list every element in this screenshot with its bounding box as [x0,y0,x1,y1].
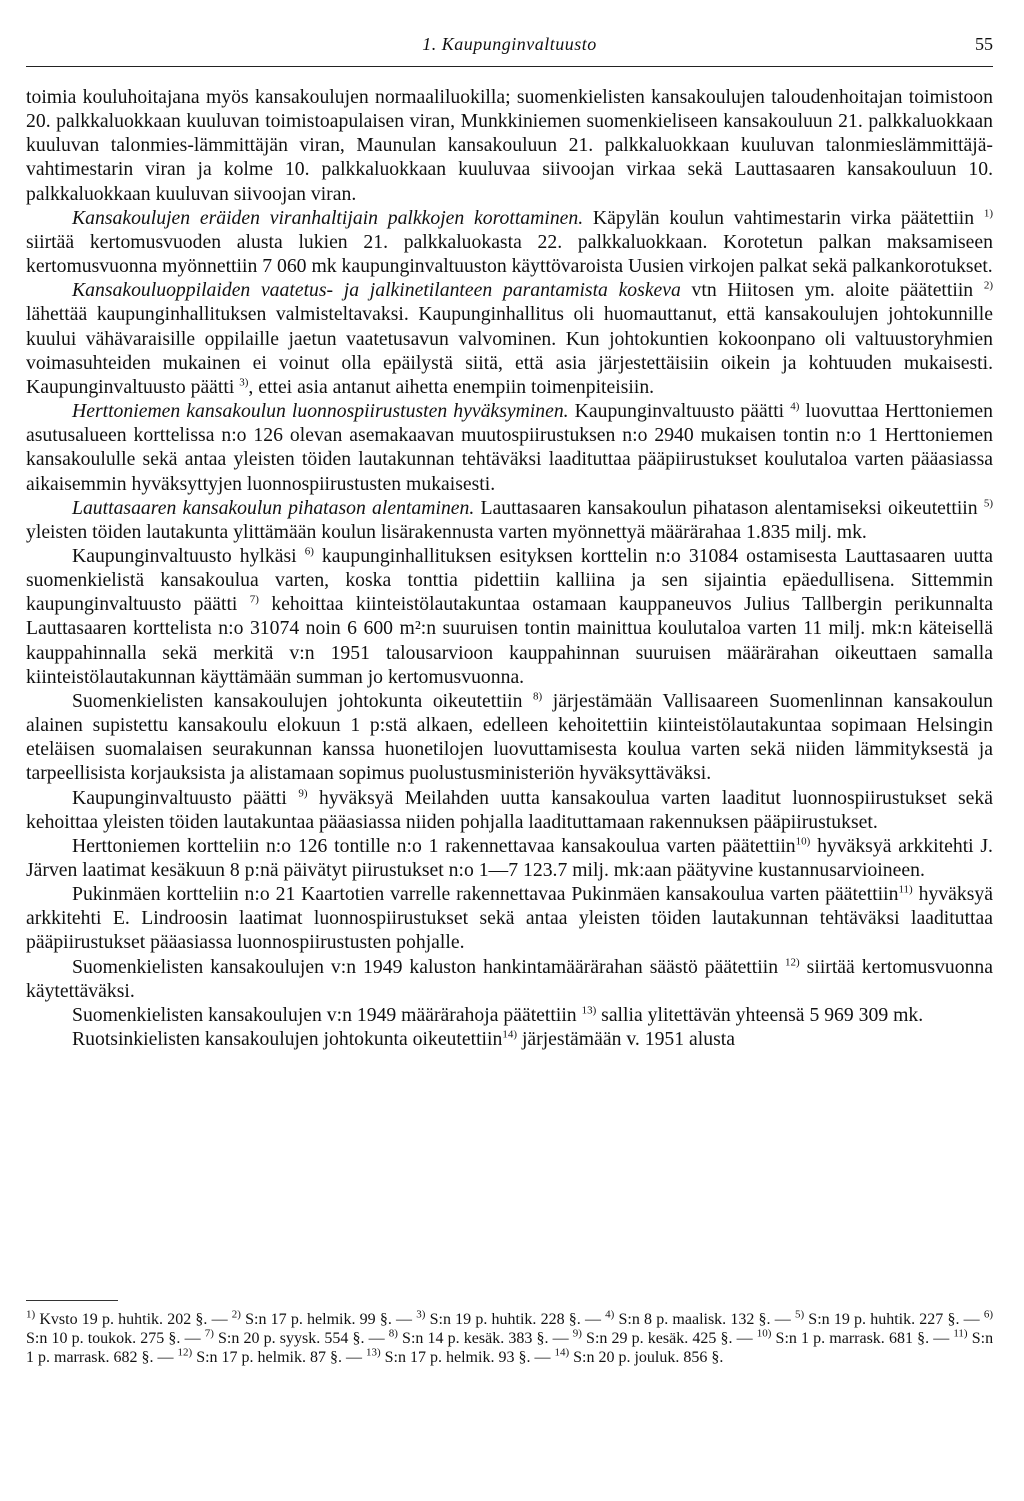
footnote [178,1349,342,1366]
footnote-ref: 4) [790,400,800,413]
text-run: Suomenkielisten kansakoulujen johtokunta oikeutettiin [72,689,534,712]
paragraph [26,544,993,689]
paragraph [26,955,993,1003]
footnote-mark: 6) [983,1308,994,1321]
footnote-mark: 10) [756,1327,772,1340]
footnote [231,1308,392,1328]
text-run: Käpylän koulun vahtimestarin virka päätettiin [583,206,984,229]
paragraph [26,834,993,882]
footnote [416,1308,581,1328]
footnote-text: S:n 1 p. marrask. 681 §. [775,1330,930,1348]
footnote-mark: 1) [26,1308,36,1321]
footnote-mark: 5) [794,1308,805,1321]
section-heading: Kansakouluoppilaiden vaatetus- ja jalkinetilanteen parantamista koskeva [72,279,681,302]
footnote-mark: 12) [177,1347,193,1360]
footnote-text: S:n 20 p. syysk. 554 §. [218,1330,365,1348]
footnote-text: S:n 17 p. helmik. 93 §. [384,1349,531,1367]
footnote-text: S:n 19 p. huhtik. 227 §. [808,1311,960,1328]
text-run: siirtää kertomusvuonna käytettäväksi. [26,955,993,1002]
footnote-ref: 11) [898,883,913,896]
footnote-ref: 2) [983,279,993,292]
footnote-ref: 9) [298,786,308,799]
text-run: vtn Hiitosen ym. aloite päätettiin [680,279,984,302]
text-run: lähettää kaupunginhallituksen valmisteltavaksi. Kaupunginhallitus oli huomauttanut, että kansakoulujen johtokunnille kuului vähävaraisille oppilaille jaetun vaatetusavun valvominen. Kun johtokuntien kokoonpano oli valtuustoryhmien voimasuhteiden mukainen ei voinut olla epäilystä siitä, että asia järjestettäisiin oikein ja kohtuuden mukaisesti. Kaupunginvaltuusto päätti [26,303,993,398]
text-run: , ettei asia antanut aihetta enempiin toimenpiteisiin. [248,375,655,398]
footnote-ref: 12) [785,956,800,969]
footnote-ref: 5) [983,497,993,510]
footnote-text: S:n 1 p. marrask. 682 §. [26,1330,994,1367]
section-heading: Lauttasaaren kansakoulun pihatason alentaminen. [72,496,475,519]
footnote-mark: 13) [365,1347,381,1360]
footnote-mark: 11) [953,1327,968,1340]
running-header [26,30,993,64]
text-run: Kaupunginvaltuusto päätti [72,786,299,809]
running-title: 1. Kaupunginvaltuusto [422,34,597,54]
text-run: Herttoniemen kortteliin n:o 126 tontille n:o 1 rakennettavaa kansakoulua varten päätettiin [72,834,796,857]
footnote-ref: 13) [581,1004,597,1017]
text-run: kaupunginhallituksen esityksen korttelin n:o 31084 ostamisesta Lauttasaaren uutta suomenkielistä kansakoulua varten, koska tonttia pidettiin kalliina ja sen sijaintia epäedullisena. Sittemmin kaupunginvaltuusto päätti [26,544,993,616]
footnote-text: S:n 10 p. toukok. 275 §. [26,1330,181,1348]
text-run: Kaupunginvaltuusto päätti [568,400,791,423]
text-run: Pukinmäen kortteliin n:o 21 Kaartotien varrelle rakennettavaa Pukinmäen kansakoulua varten päätettiin [72,883,899,906]
text-run: Suomenkielisten kansakoulujen v:n 1949 kaluston hankintamäärärahan säästö päätettiin [72,955,786,978]
text-run: Lauttasaaren kansakoulun pihatason alentamiseksi oikeutettiin [474,496,984,519]
footnote-text: S:n 29 p. kesäk. 425 §. [586,1330,733,1348]
footnote [605,1308,771,1328]
footnotes: $^{1)}$ Kvsto 19 p. huhtik. 202 §. — $^{2)}$ S:n 17 p. helmik. 99 §. — $^{3)}$ S:n 19 p. huhtik. 228 §. — $^{4)}$ S:n 8 p. maalisk. 132 §. — $^{5)}$ S:n 19 p. huhtik. 227 §. — $^{6)}$ S:n 10 p. toukok. 275 §. — $^{7)}$ S:n 20 p. syysk. 554 §. — $^{8)}$ S:n 14 p. kesäk. 383 §. — $^{9)}$ S:n 29 p. kesäk. 425 §. — $^{10)}$ S:n 1 p. marrask. 681 §. — $^{11)}$ S:n 1 p. marrask. 682 §. — $^{12)}$ S:n 17 p. helmik. 87 §. — $^{13)}$ S:n 17 p. helmik. 93 §. — $^{14)}$ S:n 20 p. jouluk. 856 §. [26,1308,994,1367]
paragraph [26,206,993,278]
footnote [572,1327,733,1348]
footnote-ref: 14) [502,1028,518,1041]
footnote-mark: 14) [554,1347,570,1360]
footnote-text: S:n 14 p. kesäk. 383 §. [402,1330,549,1348]
paragraph [26,278,993,399]
text-run: toimia kouluhoitajana myös kansakoulujen normaaliluokilla; suomenkielisten kansakoulujen taloudenhoitajan toimistoon 20. palkkaluokkaan kuuluvan toimistoapulaisen viran, Munkkiniemen suomenkieliseen kansakouluun 21. palkkaluokkaan kuuluvan talonmies-lämmittäjän viran, Maunulan kansakouluun 21. palkkaluokkaan kuuluvan talonmieslämmittäjä-vahtimestarin viran ja kolme 10. palkkaluokkaan kuuluvaa siivoojan virkaa sekä Lauttasaaren kansakouluun 10. palkkaluokkaan kuuluvan siivoojan viran. [26,86,993,205]
body-text [26,85,993,1051]
footnote-text: S:n 17 p. helmik. 87 §. [196,1349,342,1367]
footnote-mark: 9) [572,1327,582,1340]
text-run: Kaupunginvaltuusto hylkäsi [72,544,305,567]
footnote-ref: 1) [983,207,993,220]
footnote-text: Kvsto 19 p. huhtik. 202 §. [39,1311,208,1328]
paragraph [26,786,993,834]
footnote-ref: 7) [249,593,259,606]
footnote-mark: 8) [388,1327,398,1340]
paragraph [26,1003,993,1027]
footnote [794,1308,960,1328]
footnote-ref: 10) [795,835,811,848]
footnote-text: S:n 8 p. maalisk. 132 §. [618,1311,771,1328]
footnote-ref: 3) [239,376,249,389]
footnote-text: S:n 17 p. helmik. 99 §. [245,1311,392,1328]
footnote [26,1308,208,1328]
text-run: hyväksyä arkkitehti J. Järven laatimat kesäkuun 8 p:nä päivätyt piirustukset n:o 1—7 123.7 milj. mk:aan päätyvine kustannusarvioineen. [26,834,993,881]
text-run: luovuttaa Herttoniemen asutusalueen korttelissa n:o 126 olevan asemakaavan muutospiirustuksen n:o 2940 mukaisen tontin n:o 1 Herttoniemen kansakoululle sekä antaa yleisten töiden lautakunnan tehtäväksi laadituttaa pääpiirustukset koulutaloa varten pääasiassa aikaisemmin hyväksyttyjen luonnospiirustusten mukaisesti. [26,400,993,495]
text-run: sallia ylitettävän yhteensä 5 969 309 mk. [596,1003,924,1026]
page-number: 55 [975,34,993,54]
footnote-ref: 6) [304,545,314,558]
paragraph [26,496,993,544]
footnote [388,1327,549,1348]
paragraph [26,882,993,954]
footnote-ref: 8) [533,690,543,703]
footnote-mark: 4) [605,1308,615,1321]
footnote [204,1327,365,1348]
section-heading: Kansakoulujen eräiden viranhaltijain palkkojen korottaminen. [72,206,584,229]
footnote [366,1349,530,1366]
text-run: kehoittaa kiinteistölautakuntaa ostamaan kauppaneuvos Julius Tallbergin perikunnalta Lauttasaaren korttelista n:o 31074 noin 6 600 m²:n suuruisen tontin mainittua koulutaloa varten 11 milj. mk:n käteisellä kauppahinnalla sekä merkitä v:n 1951 talousarvioon kauppahinnan suuruisen määrärahan oikeuttaen samalla kiinteistölautakunnan käyttämään summan jo kertomusvuonna. [26,593,993,688]
text-run: siirtää kertomusvuoden alusta lukien 21. palkkaluokasta 22. palkkaluokkaan. Korotetun palkan maksamiseen kertomusvuonna myönnettiin 7 060 mk kaupunginvaltuuston käyttövaroista Uusien virkojen palkat sekä palkankorotukset. [26,230,993,278]
section-heading: Herttoniemen kansakoulun luonnospiirustusten hyväksyminen. [72,400,569,423]
paragraph [26,1027,993,1051]
text-run: Suomenkielisten kansakoulujen v:n 1949 määrärahoja päätettiin [72,1003,582,1026]
text-run: järjestämään Vallisaareen Suomenlinnan kansakoulun alainen supistettu kansakoulu elokuun 1 p:stä alkaen, edelleen kehoitettiin kiinteistölautakuntaa sopimaan Helsingin eteläisen suomalaisen seurakunnan kanssa huonetilojen luovuttamisesta koulua varten sekä niiden lämmityksestä ja tarpeellisista korjauksista ja alistamaan sopimus puolustusministeriön hyväksyttäväksi. [26,689,993,785]
text-run: Ruotsinkielisten kansakoulujen johtokunta oikeutettiin [72,1028,503,1051]
paragraph [26,689,993,786]
header-rule [26,66,993,67]
footnote-mark: 2) [231,1308,241,1321]
paragraph [26,85,993,206]
footnote-mark: 3) [416,1308,426,1321]
footnote [756,1327,930,1348]
footnote [554,1349,723,1366]
text-run: hyväksyä Meilahden uutta kansakoulua varten laaditut luonnospiirustukset sekä kehoittaa yleisten töiden lautakuntaa pääasiassa niiden pohjalla laadituttamaan rakennuksen pääpiirustukset. [26,786,993,833]
text-run: järjestämään v. 1951 alusta [517,1028,735,1051]
footnote-rule [26,1300,118,1301]
paragraph [26,399,993,496]
footnote-text: S:n 20 p. jouluk. 856 §. [573,1349,724,1367]
text-run: yleisten töiden lautakunta ylittämään koulun lisärakennusta varten myönnettyä määrärahaa 1.835 milj. mk. [26,520,867,543]
text-run: hyväksyä arkkitehti E. Lindroosin laatimat luonnospiirustukset sekä antaa yleisten töiden lautakunnan tehtäväksi laadituttaa pääpiirustukset pääasiassa luonnospiirustusten pohjalle. [26,883,993,954]
footnote-mark: 7) [204,1327,214,1340]
footnote-text: S:n 19 p. huhtik. 228 §. [429,1311,581,1328]
